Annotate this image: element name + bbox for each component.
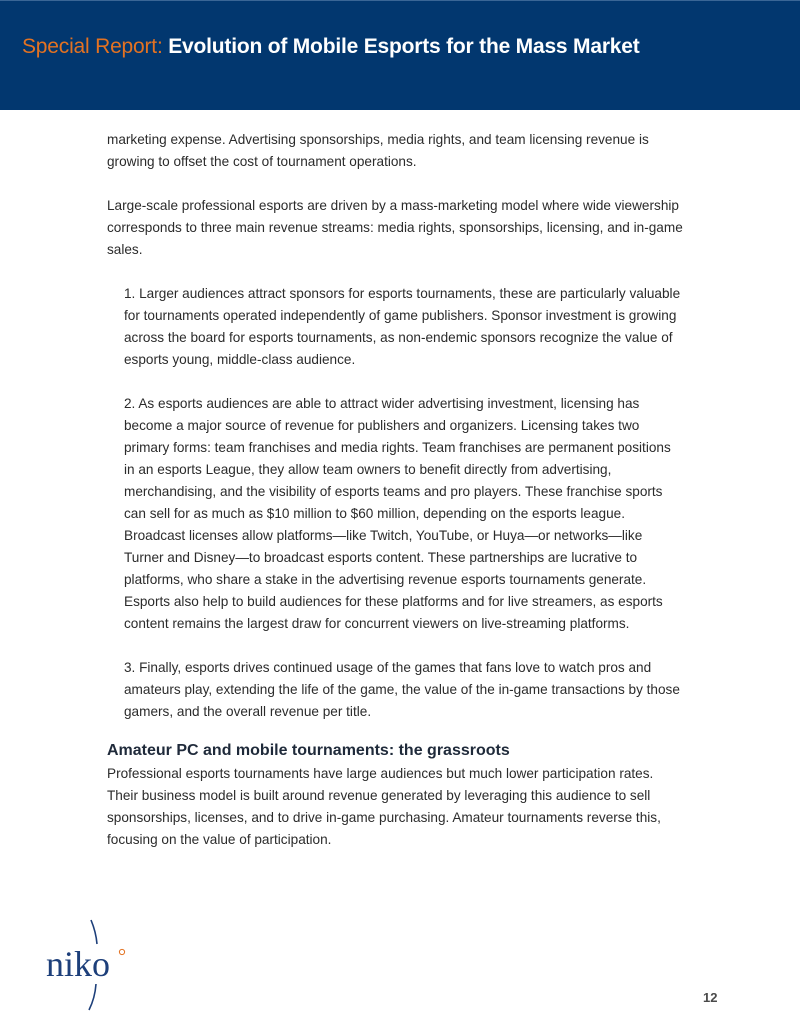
text-line: Esports also help to build audiences for these platforms and for live streamers, as esports: [124, 594, 663, 609]
svg-text:niko: niko: [46, 944, 111, 984]
paragraph: [107, 129, 727, 173]
text-line: sales.: [107, 242, 143, 257]
text-line: marketing expense. Advertising sponsorships, media rights, and team licensing revenue is: [107, 132, 649, 147]
text-line: become a major source of revenue for publishers and organizers. Licensing takes two: [124, 418, 640, 433]
text-line: 1. Larger audiences attract sponsors for esports tournaments, these are particularly valuable: [124, 286, 681, 301]
text-line: Large-scale professional esports are driven by a mass-marketing model where wide viewership: [107, 198, 679, 213]
report-label: Special Report:: [22, 35, 163, 58]
report-title: [22, 35, 640, 59]
text-line: 2. As esports audiences are able to attract wider advertising investment, licensing has: [124, 396, 640, 411]
text-line: content remains the largest draw for concurrent viewers on live-streaming platforms.: [124, 616, 630, 631]
text-line: in an esports League, they allow team owners to benefit directly from advertising,: [124, 462, 612, 477]
text-line: corresponds to three main revenue streams: media rights, sponsorships, licensing, and in-game: [107, 220, 683, 235]
body-text: [107, 129, 727, 873]
text-line: Their business model is built around revenue generated by leveraging this audience to sell: [107, 788, 651, 803]
report-title-text: Evolution of Mobile Esports for the Mass Market: [168, 35, 640, 58]
text-line: platforms, who share a stake in the advertising revenue esports tournaments generate.: [124, 572, 647, 587]
text-line: growing to offset the cost of tournament operations.: [107, 154, 417, 169]
text-line: can sell for as much as $10 million to $60 million, depending on the esports league.: [124, 506, 626, 521]
text-line: sponsorships, licenses, and to drive in-game purchasing. Amateur tournaments reverse this,: [107, 810, 661, 825]
text-line: merchandising, and the visibility of esports teams and pro players. These franchise sports: [124, 484, 663, 499]
text-line: esports young, middle-class audience.: [124, 352, 356, 367]
text-line: gamers, and the overall revenue per title.: [124, 704, 372, 719]
text-line: 3. Finally, esports drives continued usage of the games that fans love to watch pros and: [124, 660, 652, 675]
text-line: Broadcast licenses allow platforms—like Twitch, YouTube, or Huya—or networks—like: [124, 528, 643, 543]
text-line: across the board for esports tournaments, as non-endemic sponsors recognize the value of: [124, 330, 673, 345]
text-line: for tournaments operated independently of game publishers. Sponsor investment is growing: [124, 308, 677, 323]
page-number: 12: [703, 990, 718, 1005]
niko-logo: [40, 918, 140, 1018]
text-line: Professional esports tournaments have large audiences but much lower participation rates.: [107, 766, 654, 781]
text-line: focusing on the value of participation.: [107, 832, 332, 847]
section-paragraph: [107, 763, 727, 851]
text-line: Turner and Disney—to broadcast esports content. These partnerships are lucrative to: [124, 550, 638, 565]
list-item-paragraph: [124, 283, 727, 371]
report-header: [0, 0, 800, 110]
paragraph: [107, 195, 727, 261]
list-item-paragraph: [124, 393, 727, 635]
text-line: amateurs play, extending the life of the game, the value of the in-game transactions by those: [124, 682, 680, 697]
list-item-paragraph: [124, 657, 727, 723]
section-heading: Amateur PC and mobile tournaments: the grassroots: [107, 742, 510, 759]
text-line: primary forms: team franchises and media rights. Team franchises are permanent positions: [124, 440, 671, 455]
